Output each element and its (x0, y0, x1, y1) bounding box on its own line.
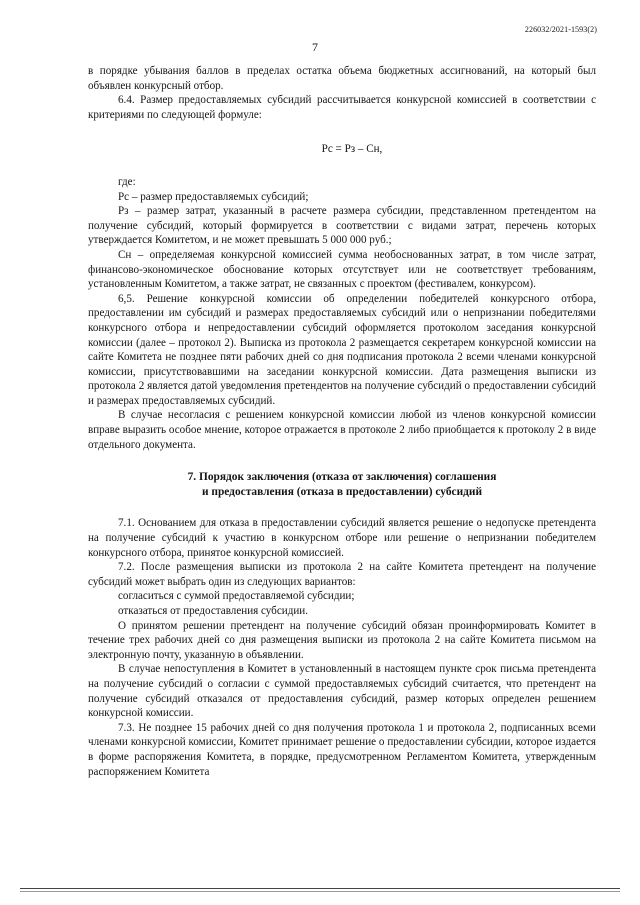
document-id: 226032/2021-1593(2) (524, 25, 597, 34)
paragraph-disagreement: В случае несогласия с решением конкурсной комиссии любой из членов конкурсной комиссии вправе выразить особое мнение, которое отражается в протоколе 2 либо приобщается к протоколу 2 в виде отдельного документа. (88, 409, 596, 451)
section-heading-line-1: 7. Порядок заключения (отказа от заключения) соглашения (187, 471, 497, 484)
section-7-heading (88, 470, 596, 499)
paragraph-6-4: 6.4. Размер предоставляемых субсидий рассчитывается конкурсной комиссией в соответствии с критериями по следующей формуле: (88, 94, 596, 121)
section-heading-line-2: и предоставления (отказа в предоставлении) субсидий (201, 485, 483, 498)
option-refuse: отказаться от предоставления субсидии. (118, 605, 308, 617)
scan-bottom-edge-shadow (20, 891, 620, 892)
paragraph-7-2: 7.2. После размещения выписки из протокола 2 на сайте Комитета претендент на получение субсидий может выбрать один из следующих вариантов: (88, 561, 596, 588)
page-number: 7 (312, 40, 318, 54)
option-agree: согласиться с суммой предоставляемой субсидии; (118, 590, 355, 603)
paragraph-continuation: в порядке убывания баллов в пределах остатка объема бюджетных ассигнований, на который был объявлен конкурсный отбор. (88, 65, 596, 92)
formula-where-label: где: (118, 175, 136, 188)
paragraph-7-1: 7.1. Основанием для отказа в предоставлении субсидий является решение о недопуске претендента на получение субсидий к участию в конкурсном отборе или решение о непризнании победителем конкурсного отбора, принятое конкурсной комиссией. (88, 517, 596, 559)
paragraph-6-5: 6,5. Решение конкурсной комиссии об определении победителей конкурсного отбора, предоставлении им субсидий и размерах предоставляемых субсидий или о непризнании победителями конкурсного отбора и непредоставлении субсидий оформляется протоколом заседания конкурсной комиссии (далее – протокол 2). Выписка из протокола 2 размещается секретарем конкурсной комиссии на сайте Комитета не позднее пяти рабочих дней со дня подписания протокола 2 всеми членами конкурсной комиссии, присутствовавшими на заседании конкурсной комиссии. Дата размещения выписки из протокола 2 является датой уведомления претендентов на получение субсидий о предоставлении субсидий и размерах предоставляемых субсидий. (88, 292, 596, 407)
formula: Рс = Рз – Сн, (321, 143, 383, 156)
document-body (88, 64, 596, 779)
definition-rz: Рз – размер затрат, указанный в расчете размера субсидии, представленном претендентом на получение субсидий, который формируется в соответствии с видами затрат, перечень которых утверждается Комитетом, и не может превышать 5 000 000 руб.; (88, 205, 596, 247)
definition-sn: Сн – определяемая конкурсной комиссией сумма необоснованных затрат, в том числе затрат, финансово-экономическое обоснование которых отсутствует или не соответствует требованиям, установленным Комитетом, а также затрат, не связанных с проектом (фестивалем, конкурсом). (88, 248, 596, 291)
definition-rs: Рс – размер предоставляемых субсидий; (118, 190, 309, 203)
scan-bottom-edge (20, 888, 620, 889)
paragraph-inform: О принятом решении претендент на получение субсидий обязан проинформировать Комитет в течение трех рабочих дней со дня размещения выписки из протокола 2 на сайте Комитета письмом на электронную почту, указанную в объявлении. (88, 619, 596, 661)
paragraph-no-reply: В случае непоступления в Комитет в установленный в настоящем пункте срок письма претендента на получение субсидий о согласии с суммой предоставляемых субсидий считается, что претендент на получение субсидий отказался от предоставления субсидий, размер которых определен решением конкурсной комиссии. (88, 663, 596, 720)
paragraph-7-3: 7.3. Не позднее 15 рабочих дней со дня получения протокола 1 и протокола 2, подписанных всеми членами конкурсной комиссии, Комитет принимает решение о предоставлении субсидии, которое издается в форме распоряжения Комитета, в порядке, предусмотренном Регламентом Комитета, утвержденным распоряжением Комитета (88, 721, 596, 778)
